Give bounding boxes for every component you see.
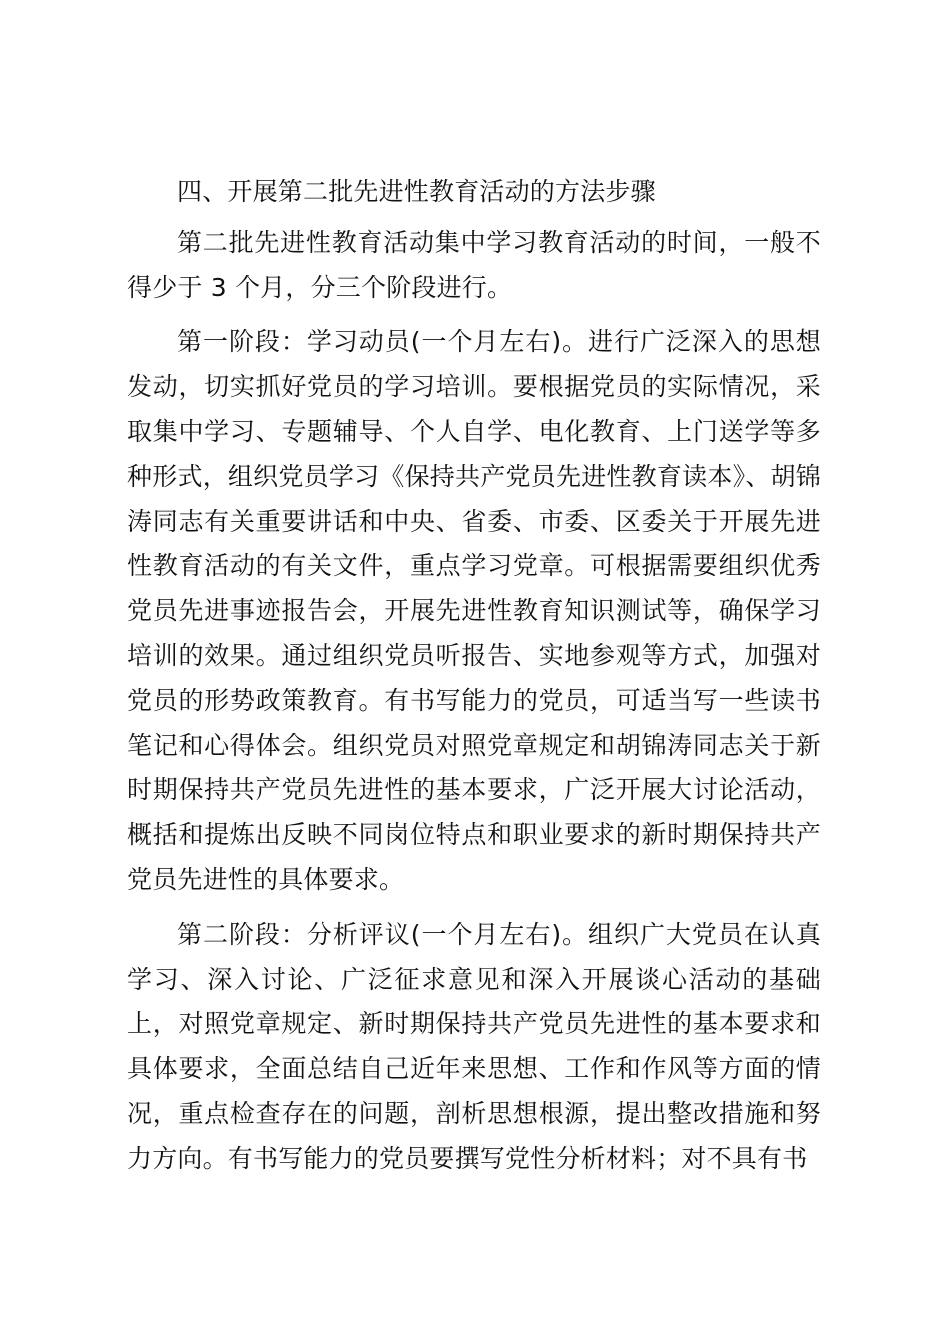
document-body <box>127 170 821 1192</box>
paragraph-stage-two: 第二阶段：分析评议(一个月左右)。组织广大党员在认真学习、深入讨论、广泛征求意见和深入开展谈心活动的基础上，对照党章规定、新时期保持共产党员先进性的基本要求和具体要求，全面总结自己近年来思想、工作和作风等方面的情况，重点检查存在的问题，剖析思想根源，提出整改措施和努力方向。有书写能力的党员要撰写党性分析材料；对不具有书 <box>127 919 821 1173</box>
section-heading: 四、开展第二批先进性教育活动的方法步骤 <box>177 177 656 206</box>
paragraph-intro: 第二批先进性教育活动集中学习教育活动的时间，一般不得少于 3 个月，分三个阶段进行。 <box>127 227 821 302</box>
paragraph-stage-one: 第一阶段：学习动员(一个月左右)。进行广泛深入的思想发动，切实抓好党员的学习培训。要根据党员的实际情况，采取集中学习、专题辅导、个人自学、电化教育、上门送学等多种形式，组织党员学习《保持共产党员先进性教育读本》、胡锦涛同志有关重要讲话和中央、省委、市委、区委关于开展先进性教育活动的有关文件，重点学习党章。可根据需要组织优秀党员先进事迹报告会，开展先进性教育知识测试等，确保学习培训的效果。通过组织党员听报告、实地参观等方式，加强对党员的形势政策教育。有书写能力的党员，可适当写一些读书笔记和心得体会。组织党员对照党章规定和胡锦涛同志关于新时期保持共产党员先进性的基本要求，广泛开展大讨论活动，概括和提炼出反映不同岗位特点和职业要求的新时期保持共产党员先进性的具体要求。 <box>127 327 821 894</box>
